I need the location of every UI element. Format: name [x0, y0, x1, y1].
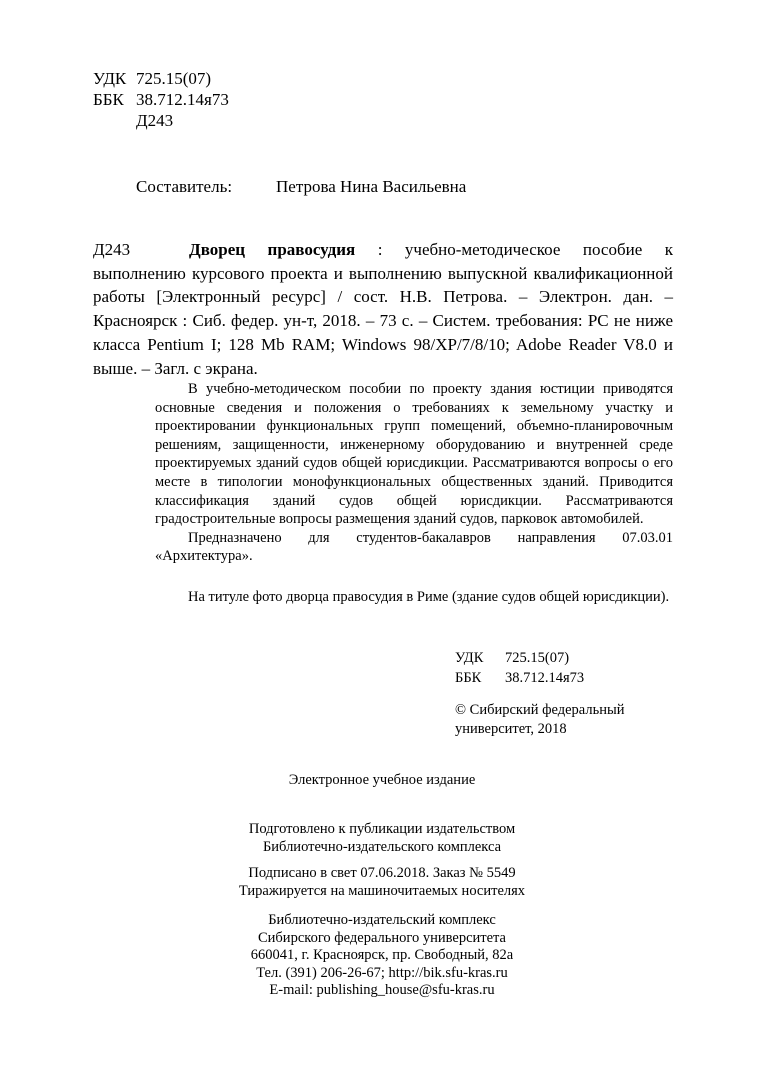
copyright [455, 701, 655, 739]
bbk-value: 38.712.14я73 [505, 670, 585, 686]
annotation-paragraph: В учебно-методическом пособии по проекту здания юстиции приводятся основные сведения и положения о требованиях к земельному участку и проектировании функциональных групп помещений, объемно-планировочным решениям, защищенности, инженерному оборудованию и внутренней среде проектируемых зданий судов общей юрисдикции. Рассматриваются вопросы о его месте в типологии монофункциональных общественных зданий. Приводится классификация зданий судов общей юрисдикции. Рассматриваются градостроительные вопросы размещения зданий судов, парковок автомобилей. [155, 381, 673, 528]
signed-line: Тиражируется на машиночитаемых носителях [238, 882, 526, 899]
top-classification [93, 68, 229, 131]
udk-value: 725.15(07) [136, 69, 212, 88]
bottom-classification [455, 648, 584, 688]
book-title: Дворец правосудия [189, 240, 356, 259]
address-line: Тел. (391) 206-26-67; http://bik.sfu-kras.ru [256, 964, 508, 981]
bbk-value: 38.712.14я73 [136, 90, 229, 109]
udk-label: УДК [455, 650, 484, 666]
edition-type: Электронное учебное издание [288, 772, 476, 788]
address-line: E-mail: publishing_house@sfu-kras.ru [269, 982, 495, 998]
compiler-line [136, 177, 466, 197]
address-line: Сибирского федерального университета [258, 929, 506, 946]
address-line: 660041, г. Красноярск, пр. Свободный, 82а [250, 947, 514, 963]
signed-line: Подписано в свет 07.06.2018. Заказ № 5549 [248, 865, 516, 881]
publisher-address [0, 912, 764, 1000]
bibliographic-record [93, 238, 673, 380]
copyright-line: университет, 2018 [455, 721, 567, 737]
bib-author-code: Д243 [93, 240, 131, 259]
udk-value: 725.15(07) [505, 650, 570, 666]
prepared-line: Библиотечно-издательского комплекса [262, 838, 502, 855]
prepared-line: Подготовлено к публикации издательством [248, 821, 516, 837]
udk-label: УДК [93, 69, 127, 88]
signed-block [0, 865, 764, 900]
address-line: Библиотечно-издательский комплекс [268, 912, 496, 928]
compiler-name: Петрова Нина Васильевна [276, 177, 467, 196]
bbk-label: ББК [93, 90, 124, 109]
cover-photo-note: На титуле фото дворца правосудия в Риме (здание судов общей юрисдикции). [188, 588, 670, 605]
author-code: Д243 [136, 111, 174, 130]
bib-description [93, 238, 673, 380]
bib-text: : учебно-методическое пособие к выполнению курсового проекта и выполнению выпускной квалификационной работы [Электронный ресурс] / сост. Н.В. Петрова. – Электрон. дан. – Красноярск : Сиб. федер. ун-т, 2018. – 73 с. – Систем. требования: PC не ниже класса Pentium I; 128 Mb RAM; Windows 98/XP/7/8/10; Adobe Reader V8.0 и выше. – Загл. с экрана. [93, 240, 673, 378]
audience-paragraph: Предназначено для студентов-бакалавров направления 07.03.01 «Архитектура». [155, 529, 673, 565]
prepared-block [0, 821, 764, 856]
compiler-label: Составитель: [136, 177, 233, 196]
bbk-label: ББК [455, 670, 482, 686]
copyright-line: © Сибирский федеральный [455, 702, 625, 718]
annotation [155, 380, 673, 607]
